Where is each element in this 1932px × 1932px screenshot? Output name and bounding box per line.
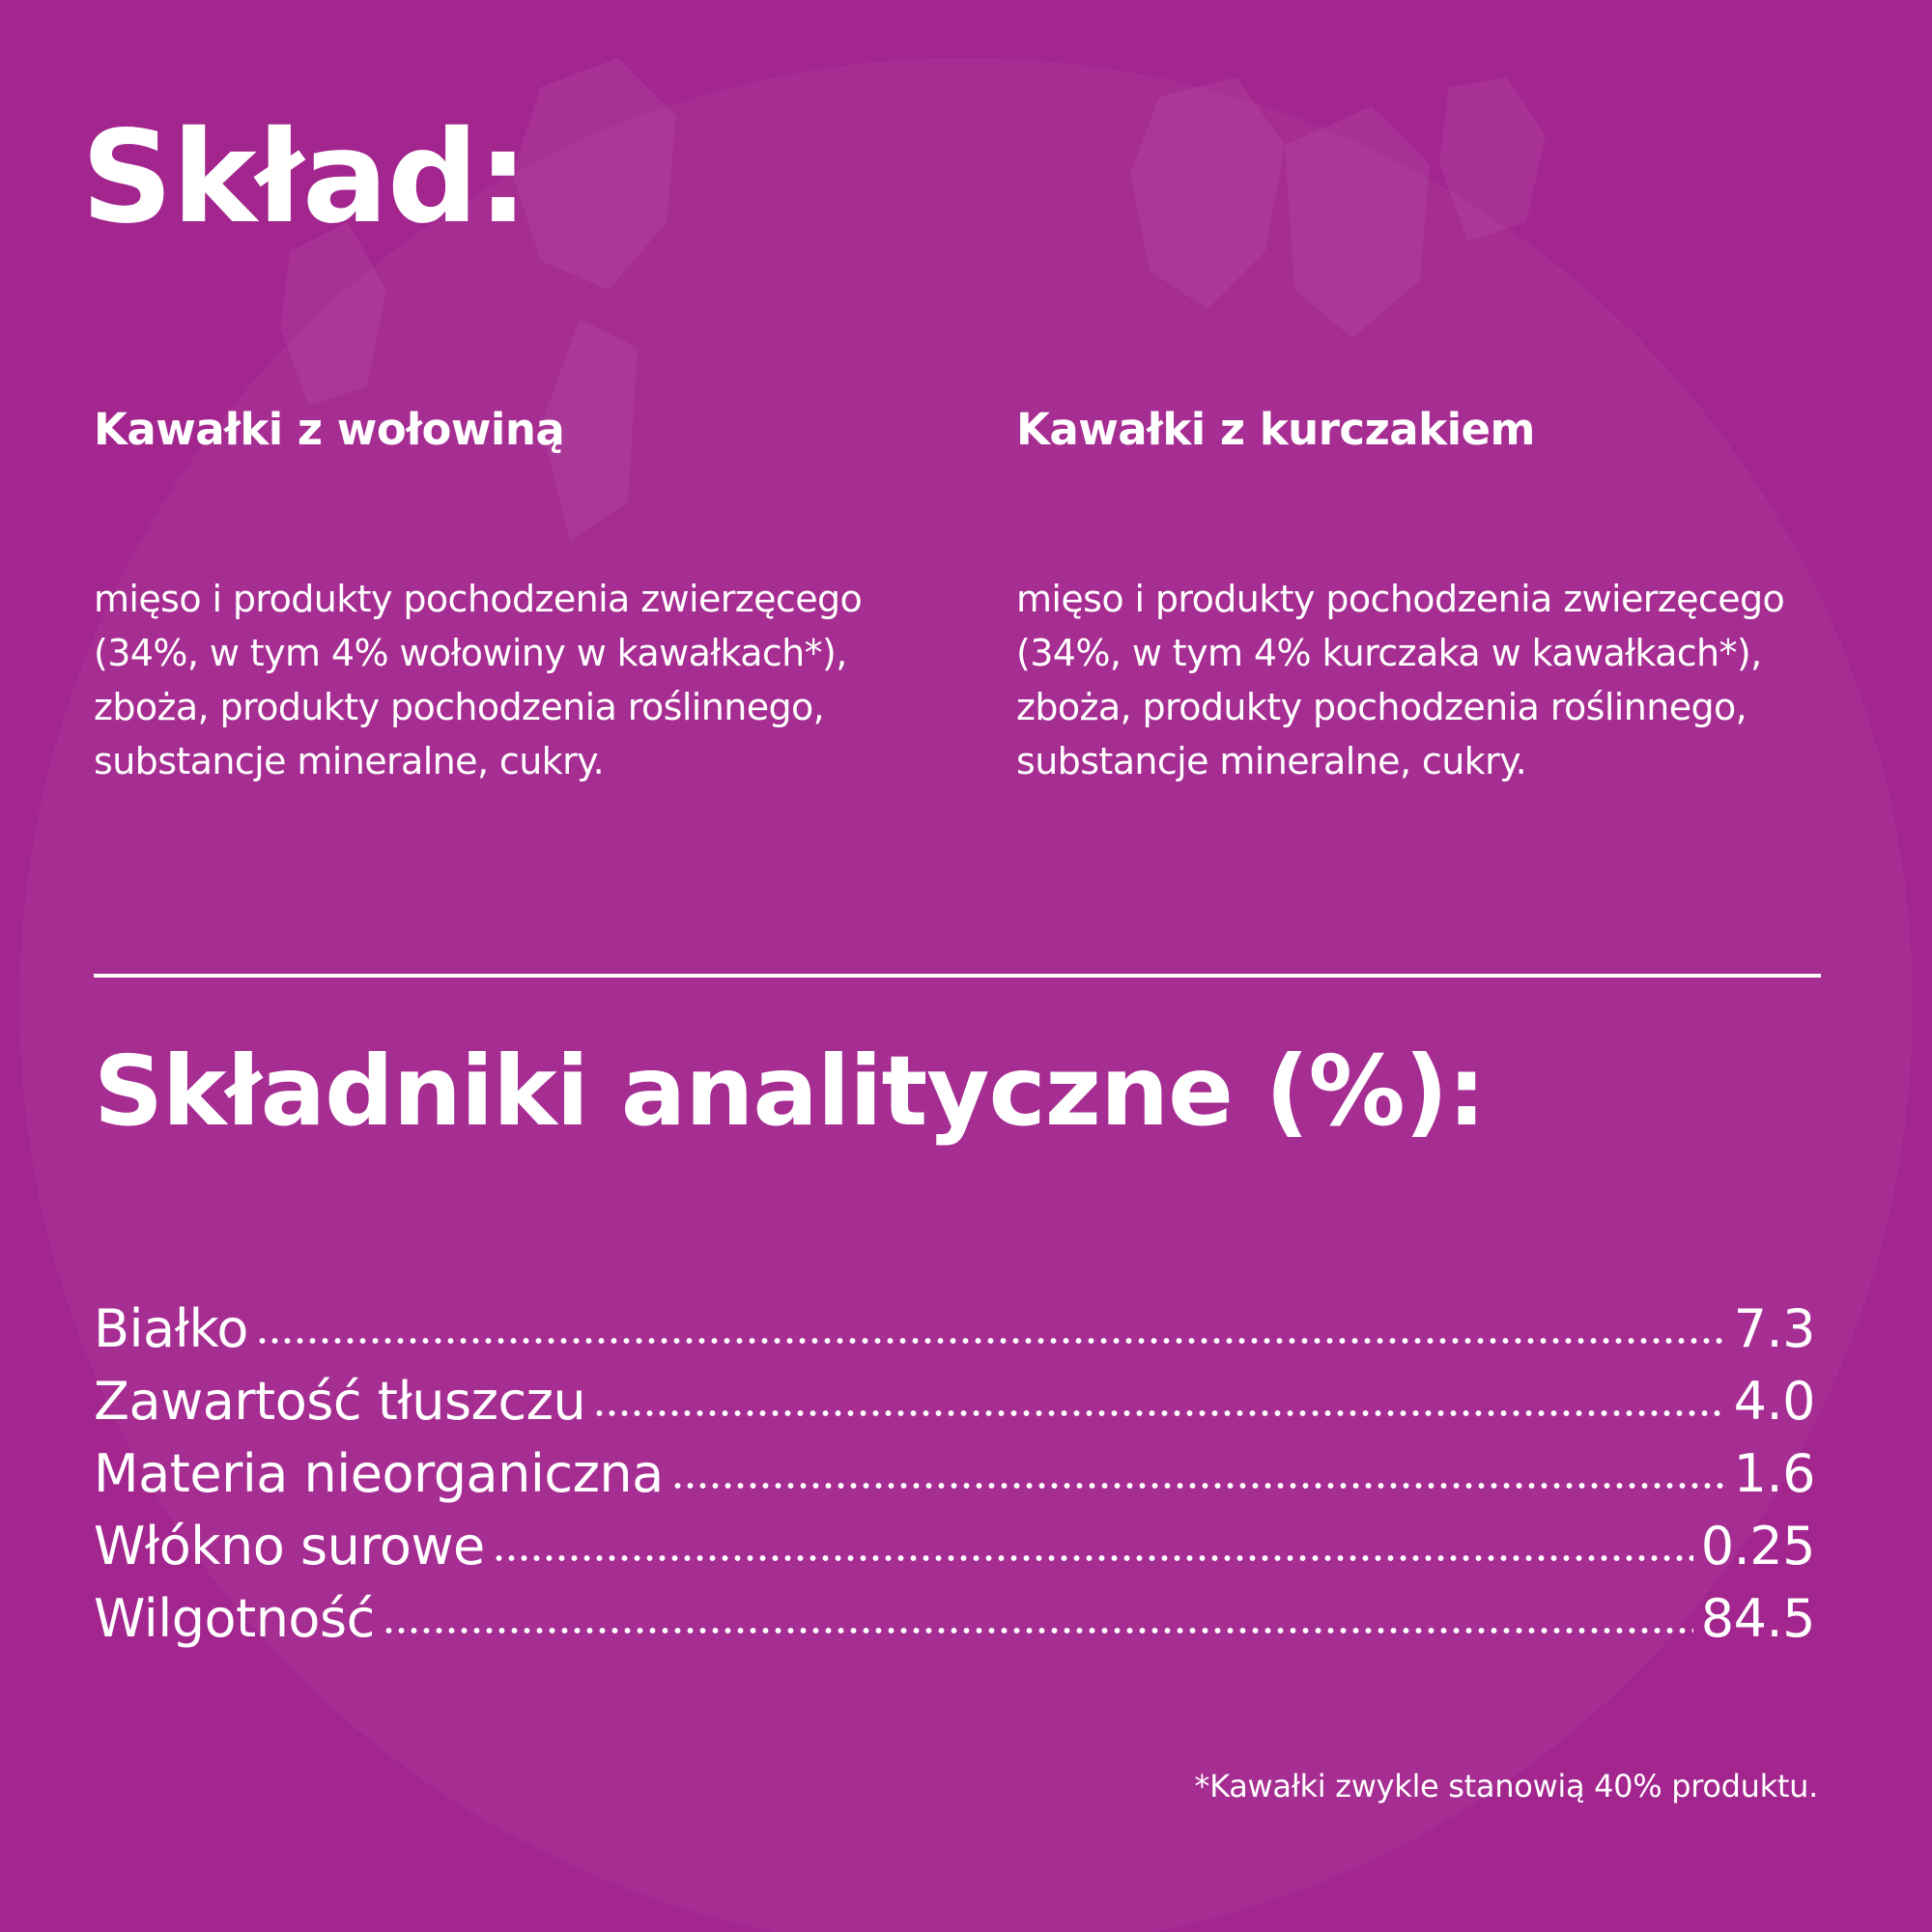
beef-ingredients-line: zboża, produkty pochodzenia roślinnego, [94, 686, 825, 728]
chicken-ingredients-line: mięso i produkty pochodzenia zwierzęcego [1016, 578, 1785, 620]
dot-leader [256, 1335, 1726, 1347]
nutrient-label: Włókno surowe [94, 1516, 485, 1577]
chicken-heading: Kawałki z kurczakiem [1016, 404, 1535, 455]
nutrient-label: Wilgotność [94, 1588, 375, 1649]
nutrient-label: Materia nieorganiczna [94, 1443, 664, 1504]
chicken-ingredients-line: (34%, w tym 4% kurczaka w kawałkach*), [1016, 632, 1762, 674]
nutrient-row-ash [94, 1437, 1815, 1510]
beef-ingredients-line: mięso i produkty pochodzenia zwierzęcego [94, 578, 863, 620]
section-divider [94, 974, 1821, 978]
nutrient-value: 4.0 [1733, 1371, 1815, 1432]
chicken-ingredients [1016, 572, 1866, 788]
nutrient-value: 84.5 [1700, 1588, 1815, 1649]
nutrient-list [94, 1293, 1815, 1655]
analytical-constituents-title: Składniki analityczne (%): [94, 1035, 1486, 1148]
nutrient-label: Białko [94, 1298, 248, 1359]
composition-title: Skład: [81, 103, 528, 252]
nutrient-row-fibre [94, 1510, 1815, 1582]
dot-leader [493, 1552, 1693, 1564]
nutrient-label: Zawartość tłuszczu [94, 1371, 586, 1432]
chicken-ingredients-line: zboża, produkty pochodzenia roślinnego, [1016, 686, 1747, 728]
nutrient-value: 0.25 [1700, 1516, 1815, 1577]
nutrient-value: 1.6 [1733, 1443, 1815, 1504]
dot-leader [671, 1480, 1726, 1492]
nutrient-row-protein [94, 1293, 1815, 1365]
beef-ingredients [94, 572, 944, 788]
chicken-composition [1016, 404, 1866, 788]
beef-ingredients-line: (34%, w tym 4% wołowiny w kawałkach*), [94, 632, 847, 674]
beef-composition [94, 404, 944, 788]
dot-leader [593, 1407, 1725, 1419]
chicken-ingredients-line: substancje mineralne, cukry. [1016, 740, 1527, 782]
dot-leader [383, 1625, 1693, 1636]
footnote: *Kawałki zwykle stanowią 40% produktu. [1194, 1768, 1818, 1804]
beef-heading: Kawałki z wołowiną [94, 404, 565, 455]
nutrient-row-moisture [94, 1582, 1815, 1655]
nutrient-row-fat [94, 1365, 1815, 1437]
beef-ingredients-line: substancje mineralne, cukry. [94, 740, 605, 782]
nutrient-value: 7.3 [1733, 1298, 1815, 1359]
